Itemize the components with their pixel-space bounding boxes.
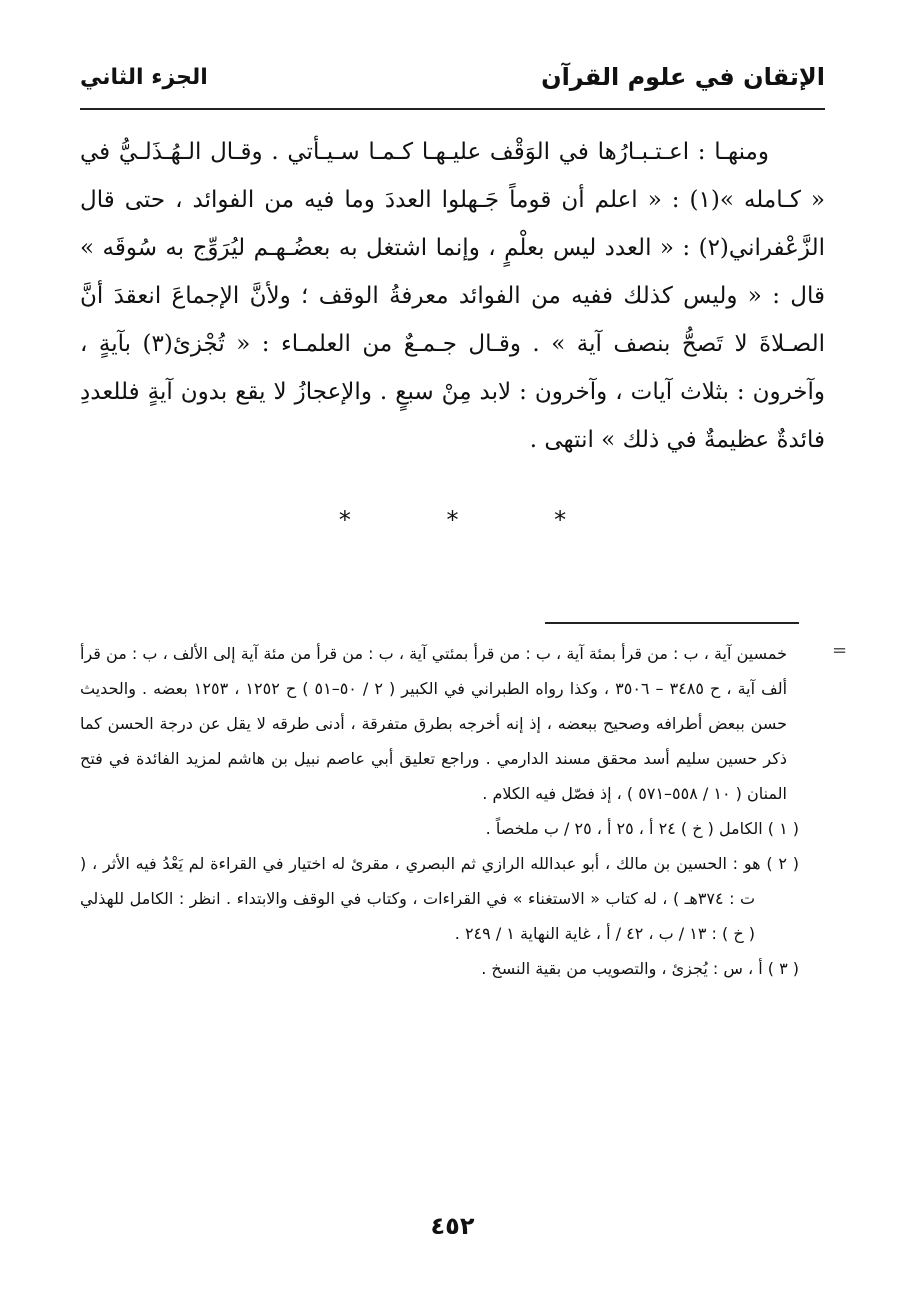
body-paragraph: ومنهـا : اعـتـبـارُها في الوَقْف عليـهـا كـمـا سـيـأتي . وقـال الـهُـذَلـيُّ في « كـامله »(١) : « اعلم أن قوماً جَـهلوا العددَ وما فيه من الفوائد ، حتى قال الزَّعْفراني(٢) : « العدد ليس بعلْمٍ ، وإنما اشتغل به بعضُـهـم ليُرَوِّج به سُوقَه » قال : « وليس كذلك ففيه من الفوائد معرفةُ الوقف ؛ ولأنَّ الإجماعَ انعقدَ أنَّ الصـلاةَ لا تَصحُّ بنصف آية » . وقـال جـمـعٌ من العلمـاء : « تُجْزئ(٣) بآيةٍ ، وآخرون : بثلاث آيات ، وآخرون : لابد مِنْ سبعٍ . والإعجازُ لا يقع بدون آيةٍ فللعددِ فائدةٌ عظيمةٌ في ذلك » انتهى . xyxy=(80,139,825,453)
part-label: الجزء الثاني xyxy=(80,64,208,90)
footnote-continuation: خمسين آية ، ب : من قرأ بمئة آية ، ب : من قرأ بمئتي آية ، ب : من قرأ من مئة آية إلى الألف ، ب : من قرأ ألف آية ، ح ٣٤٨٥ – ٣٥٠٦ ، وكذا رواه الطبراني في الكبير ( ٢ / ٥٠–٥١ ) ح ١٢٥٢ ، ١٢٥٣ بعضه . والحديث حسن ببعض أطرافه وصحيح ببعضه ، إذ إنه أخرجه بطرق متفرقة ، أدنى طرقه لا يقل عن درجة الحسن كما ذكر حسين سليم أسد محقق مسند الدارمي . وراجع تعليق أبي عاصم نبيل بن هاشم لمزيد الفائدة في فتح المنان ( ١٠ / ٥٥٨–٥٧١ ) ، إذ فصّل فيه الكلام . xyxy=(80,644,788,803)
footnote-1: ( ١ ) الكامل ( خ ) ٢٤ أ ، ٢٥ أ ، ٢٥ / ب ملخصاً . xyxy=(485,819,799,838)
footnotes xyxy=(80,636,799,986)
footnote-2: ( ٢ ) هو : الحسين بن مالك ، أبو عبدالله الرازي ثم البصري ، مقرئ له اختيار في القراءة لم يَعْدُ فيه الأثر ، ( ت : ٣٧٤هـ ) ، له كتاب « الاستغناء » في القراءات ، وكتاب في الوقف والابتداء . انظر : الكامل للهذلي ( خ ) : ١٣ / ب ، ٤٢ / أ ، غاية النهاية ١ / ٢٤٩ . xyxy=(80,854,800,943)
main-text xyxy=(80,128,825,464)
continuation-mark: = xyxy=(832,640,848,661)
footnote-3: ( ٣ ) أ ، س : يُجزئ ، والتصويب من بقية النسخ . xyxy=(481,959,799,978)
header-rule xyxy=(80,108,825,110)
footnote-rule xyxy=(545,622,799,624)
book-title: الإتقان في علوم القرآن xyxy=(541,63,825,91)
page-number: ٤٥٢ xyxy=(430,1212,475,1240)
section-separator: * * * xyxy=(338,506,611,534)
running-header xyxy=(80,54,825,100)
